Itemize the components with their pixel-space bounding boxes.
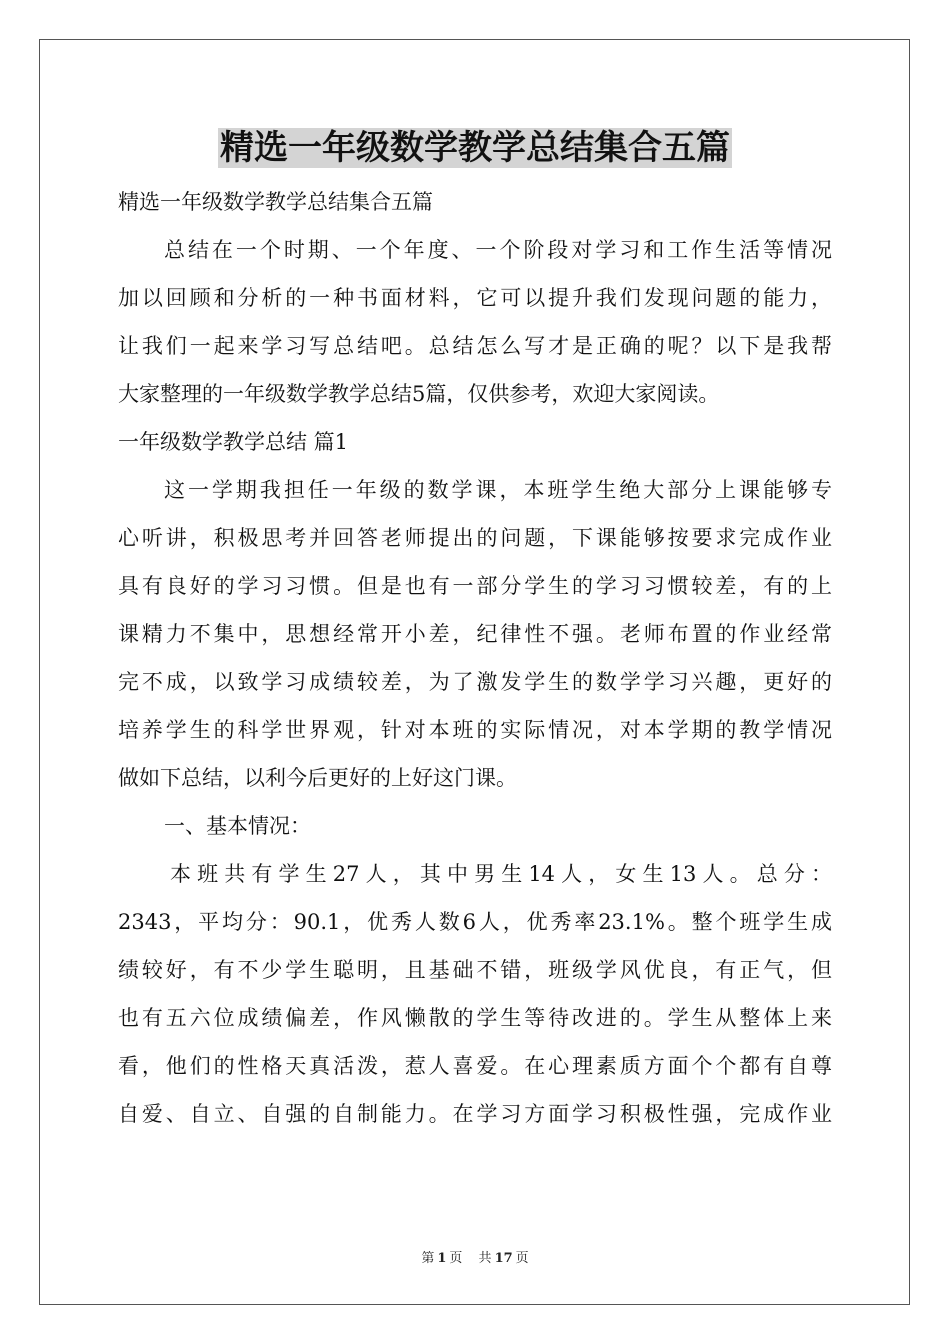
document-title-text: 精选一年级数学教学总结集合五篇 — [220, 128, 730, 168]
paragraph-line: 加以回顾和分析的一种书面材料，它可以提升我们发现问题的能力， — [118, 286, 832, 310]
paragraph-line: 本班共有学生27人，其中男生14人，女生13人。总分： — [170, 862, 832, 886]
paragraph-line: 完不成，以致学习成绩较差，为了激发学生的数学学习兴趣，更好的 — [118, 670, 832, 694]
paragraph-line: 绩较好，有不少学生聪明，且基础不错，班级学风优良，有正气，但 — [118, 958, 832, 982]
page-total — [476, 1251, 532, 1266]
paragraph-line: 这一学期我担任一年级的数学课，本班学生绝大部分上课能够专 — [164, 478, 832, 502]
document-title — [0, 126, 950, 170]
paragraph-line: 也有五六位成绩偏差，作风懒散的学生等待改进的。学生从整体上来 — [118, 1006, 832, 1030]
paragraph-line: 自爱、自立、自强的自制能力。在学习方面学习积极性强，完成作业 — [118, 1102, 832, 1126]
paragraph-line: 2343，平均分：90.1，优秀人数6人，优秀率23.1%。整个班学生成 — [118, 910, 832, 934]
paragraph-line: 大家整理的一年级数学教学总结5篇，仅供参考，欢迎大家阅读。 — [118, 382, 720, 406]
paragraph-line: 培养学生的科学世界观，针对本班的实际情况，对本学期的教学情况 — [118, 718, 832, 742]
document-body — [118, 178, 832, 1138]
total-prefix: 共 — [478, 1251, 492, 1266]
current-page: 1 — [437, 1251, 447, 1266]
page-number — [418, 1251, 465, 1266]
page-prefix: 第 — [421, 1251, 435, 1266]
paragraph-line: 具有良好的学习习惯。但是也有一部分学生的学习习惯较差，有的上 — [118, 574, 832, 598]
page-suffix: 页 — [449, 1251, 463, 1266]
page-footer — [0, 1247, 950, 1266]
total-suffix: 页 — [515, 1251, 529, 1266]
total-pages: 17 — [494, 1251, 513, 1266]
paragraph-line: 课精力不集中，思想经常开小差，纪律性不强。老师布置的作业经常 — [118, 622, 832, 646]
paragraph-line: 心听讲，积极思考并回答老师提出的问题，下课能够按要求完成作业 — [118, 526, 832, 550]
section-heading: 一年级数学教学总结 篇1 — [118, 430, 349, 454]
paragraph-line: 让我们一起来学习写总结吧。总结怎么写才是正确的呢？以下是我帮 — [118, 334, 832, 358]
paragraph-line: 做如下总结，以利今后更好的上好这门课。 — [118, 766, 517, 790]
paragraph-line: 总结在一个时期、一个年度、一个阶段对学习和工作生活等情况 — [164, 238, 832, 262]
paragraph-line: 看，他们的性格天真活泼，惹人喜爱。在心理素质方面个个都有自尊 — [118, 1054, 832, 1078]
subsection-heading: 一、基本情况： — [164, 814, 311, 838]
subtitle-line: 精选一年级数学教学总结集合五篇 — [118, 190, 433, 214]
